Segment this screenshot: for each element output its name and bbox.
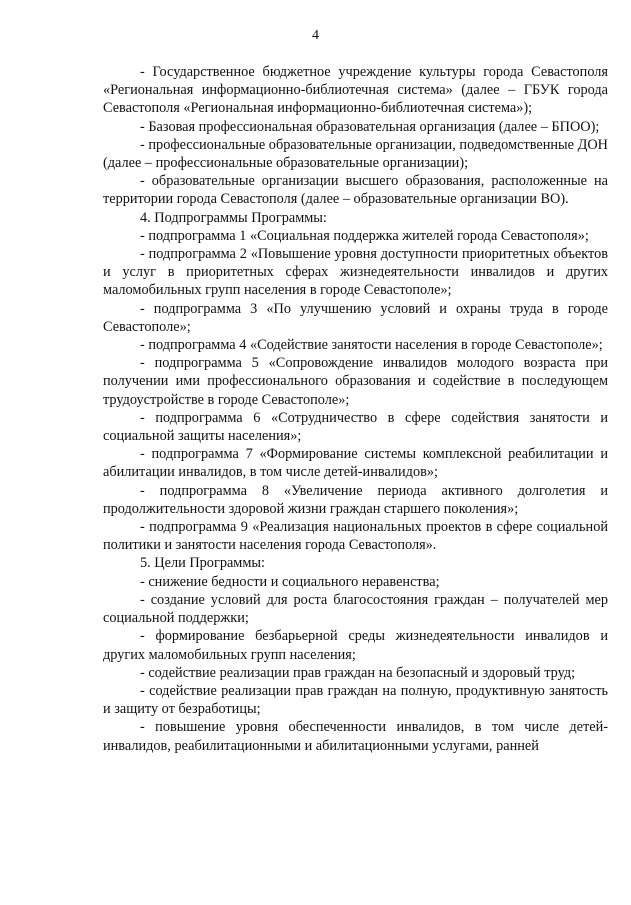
subprogram-8: - подпрограмма 8 «Увеличение периода активного долголетия и продолжительности здоровой жизни граждан старшего поколения»; <box>103 482 608 517</box>
goal-poverty-reduction: - снижение бедности и социального неравенства; <box>140 573 440 590</box>
paragraph-bpoo: - Базовая профессиональная образовательная организация (далее – БПОО); <box>140 118 600 135</box>
section-heading-subprograms: 4. Подпрограммы Программы: <box>140 209 327 226</box>
goal-full-employment: - содействие реализации прав граждан на полную, продуктивную занятость и защиту от безработицы; <box>103 682 608 718</box>
subprogram-3: - подпрограмма 3 «По улучшению условий и охраны труда в городе Севастополе»; <box>103 300 608 335</box>
section-heading-goals: 5. Цели Программы: <box>140 555 265 572</box>
paragraph-professional-orgs: - профессиональные образовательные организации, подведомственные ДОН (далее – профессиональные образовательные организации); <box>103 136 608 172</box>
paragraph-higher-education-orgs: - образовательные организации высшего образования, расположенные на территории города Севастополя (далее – образовательные организации ВО). <box>103 173 608 208</box>
goal-welfare-growth: - создание условий для роста благосостояния граждан – получателей мер социальной поддержки; <box>103 591 608 627</box>
page-number: 4 <box>312 28 319 43</box>
goal-rehabilitation-services: - повышение уровня обеспеченности инвалидов, в том числе детей-инвалидов, реабилитационными и абилитационными услугами, ранней <box>103 719 608 754</box>
subprogram-9: - подпрограмма 9 «Реализация национальных проектов в сфере социальной политики и занятости населения города Севастополя». <box>103 519 608 554</box>
paragraph-gbuk-rbis: - Государственное бюджетное учреждение культуры города Севастополя «Региональная информационно-библиотечная система» (далее – ГБУК города Севастополя «Региональная информационно-библиотечная система»); <box>103 64 608 117</box>
subprogram-7: - подпрограмма 7 «Формирование системы комплексной реабилитации и абилитации инвалидов, в том числе детей-инвалидов»; <box>103 446 608 481</box>
subprogram-5: - подпрограмма 5 «Сопровождение инвалидов молодого возраста при получении ими профессионального образования и содействие в последующем трудоустройстве в городе Севастополе»; <box>103 355 608 408</box>
subprogram-6: - подпрограмма 6 «Сотрудничество в сфере содействия занятости и социальной защиты населения»; <box>103 409 608 445</box>
goal-safe-labor: - содействие реализации прав граждан на безопасный и здоровый труд; <box>140 664 576 681</box>
subprogram-2: - подпрограмма 2 «Повышение уровня доступности приоритетных объектов и услуг в приоритетных сферах жизнедеятельности инвалидов и других маломобильных групп населения в городе Севастополе»; <box>103 246 608 299</box>
subprogram-1: - подпрограмма 1 «Социальная поддержка жителей города Севастополя»; <box>140 227 589 244</box>
goal-barrier-free-environment: - формирование безбарьерной среды жизнедеятельности инвалидов и других маломобильных групп населения; <box>103 628 608 663</box>
document-body <box>103 63 608 755</box>
subprogram-4: - подпрограмма 4 «Содействие занятости населения в городе Севастополе»; <box>140 337 603 354</box>
